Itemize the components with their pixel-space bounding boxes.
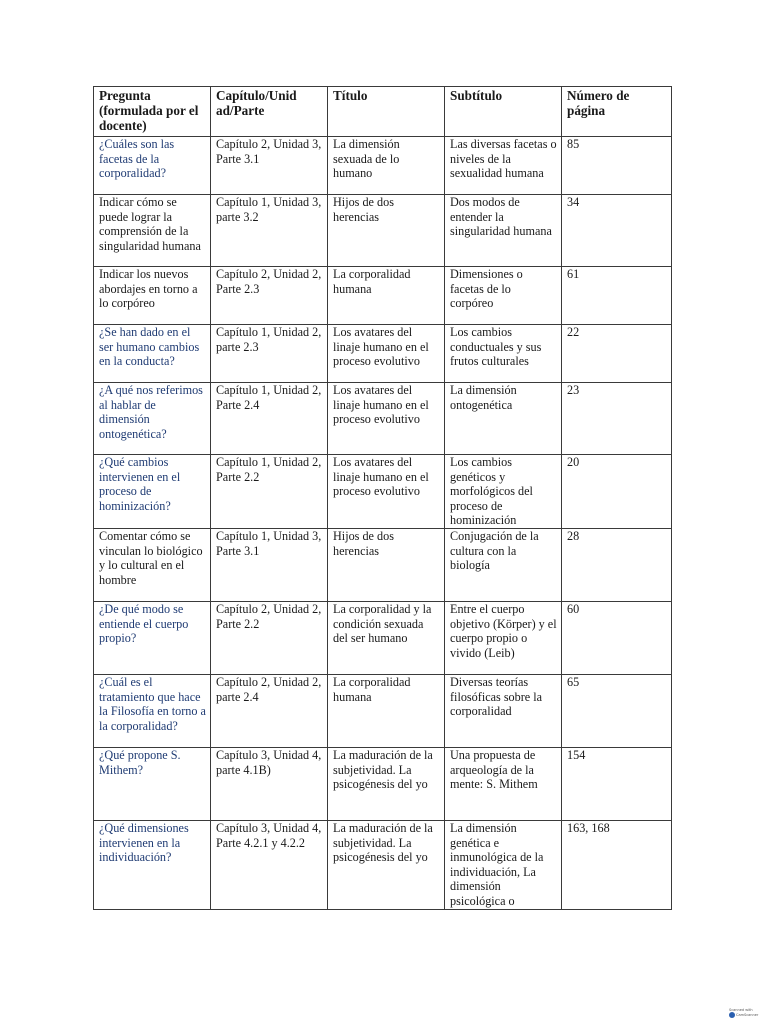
table-row bbox=[94, 455, 672, 529]
cell-capitulo: Capítulo 1, Unidad 2, Parte 2.2 bbox=[211, 455, 328, 529]
table-row bbox=[94, 747, 672, 820]
camscanner-logo-icon bbox=[729, 1012, 735, 1018]
table-row bbox=[94, 820, 672, 909]
cell-subtitulo: La dimensión genética e inmunológica de la individuación, La dimensión psicológica o bbox=[445, 820, 562, 909]
cell-pagina: 163, 168 bbox=[562, 820, 672, 909]
cell-pregunta: ¿Cuáles son las facetas de la corporalidad? bbox=[94, 137, 211, 195]
table-row bbox=[94, 383, 672, 455]
cell-pagina: 85 bbox=[562, 137, 672, 195]
cell-pregunta: ¿Cuál es el tratamiento que hace la Filosofía en torno a la corporalidad? bbox=[94, 674, 211, 747]
header-titulo: Título bbox=[328, 87, 445, 137]
cell-titulo: Los avatares del linaje humano en el proceso evolutivo bbox=[328, 325, 445, 383]
cell-titulo: La dimensión sexuada de lo humano bbox=[328, 137, 445, 195]
header-subtitulo: Subtítulo bbox=[445, 87, 562, 137]
cell-pregunta: ¿A qué nos referimos al hablar de dimensión ontogenética? bbox=[94, 383, 211, 455]
cell-pagina: 28 bbox=[562, 528, 672, 601]
cell-subtitulo: La dimensión ontogenética bbox=[445, 383, 562, 455]
cell-titulo: La corporalidad humana bbox=[328, 674, 445, 747]
cell-subtitulo: Conjugación de la cultura con la biología bbox=[445, 528, 562, 601]
table-row bbox=[94, 528, 672, 601]
cell-capitulo: Capítulo 1, Unidad 2, Parte 2.4 bbox=[211, 383, 328, 455]
cell-pregunta: Comentar cómo se vinculan lo biológico y lo cultural en el hombre bbox=[94, 528, 211, 601]
cell-pregunta: Indicar los nuevos abordajes en torno a lo corpóreo bbox=[94, 267, 211, 325]
content-table bbox=[93, 86, 672, 910]
cell-capitulo: Capítulo 1, Unidad 2, parte 2.3 bbox=[211, 325, 328, 383]
cell-subtitulo: Entre el cuerpo objetivo (Körper) y el cuerpo propio o vivido (Leib) bbox=[445, 601, 562, 674]
cell-subtitulo: Dimensiones o facetas de lo corpóreo bbox=[445, 267, 562, 325]
cell-pagina: 34 bbox=[562, 195, 672, 267]
cell-pagina: 23 bbox=[562, 383, 672, 455]
cell-pagina: 22 bbox=[562, 325, 672, 383]
cell-titulo: Los avatares del linaje humano en el proceso evolutivo bbox=[328, 383, 445, 455]
cell-pregunta: ¿Qué dimensiones intervienen en la individuación? bbox=[94, 820, 211, 909]
cell-pregunta: ¿De qué modo se entiende el cuerpo propio? bbox=[94, 601, 211, 674]
cell-capitulo: Capítulo 3, Unidad 4, Parte 4.2.1 y 4.2.2 bbox=[211, 820, 328, 909]
cell-capitulo: Capítulo 2, Unidad 3, Parte 3.1 bbox=[211, 137, 328, 195]
cell-subtitulo: Las diversas facetas o niveles de la sexualidad humana bbox=[445, 137, 562, 195]
table-row bbox=[94, 601, 672, 674]
header-capitulo: Capítulo/Unid ad/Parte bbox=[211, 87, 328, 137]
scanner-watermark bbox=[729, 1008, 763, 1020]
header-pregunta: Pregunta (formulada por el docente) bbox=[94, 87, 211, 137]
cell-subtitulo: Dos modos de entender la singularidad humana bbox=[445, 195, 562, 267]
cell-titulo: Hijos de dos herencias bbox=[328, 528, 445, 601]
cell-capitulo: Capítulo 3, Unidad 4, parte 4.1B) bbox=[211, 747, 328, 820]
cell-titulo: La corporalidad y la condición sexuada del ser humano bbox=[328, 601, 445, 674]
cell-capitulo: Capítulo 2, Unidad 2, parte 2.4 bbox=[211, 674, 328, 747]
cell-subtitulo: Diversas teorías filosóficas sobre la corporalidad bbox=[445, 674, 562, 747]
table-row bbox=[94, 267, 672, 325]
table-row bbox=[94, 674, 672, 747]
table-row bbox=[94, 137, 672, 195]
cell-pagina: 154 bbox=[562, 747, 672, 820]
watermark-line1: Scanned with bbox=[729, 1008, 753, 1012]
header-pagina: Número de página bbox=[562, 87, 672, 137]
watermark-line2: CamScanner bbox=[736, 1013, 759, 1017]
cell-pregunta: Indicar cómo se puede lograr la comprensión de la singularidad humana bbox=[94, 195, 211, 267]
cell-subtitulo: Los cambios conductuales y sus frutos culturales bbox=[445, 325, 562, 383]
cell-titulo: Hijos de dos herencias bbox=[328, 195, 445, 267]
cell-pagina: 20 bbox=[562, 455, 672, 529]
cell-titulo: La maduración de la subjetividad. La psicogénesis del yo bbox=[328, 747, 445, 820]
cell-pagina: 61 bbox=[562, 267, 672, 325]
cell-capitulo: Capítulo 2, Unidad 2, Parte 2.2 bbox=[211, 601, 328, 674]
cell-titulo: Los avatares del linaje humano en el proceso evolutivo bbox=[328, 455, 445, 529]
cell-capitulo: Capítulo 1, Unidad 3, parte 3.2 bbox=[211, 195, 328, 267]
cell-capitulo: Capítulo 1, Unidad 3, Parte 3.1 bbox=[211, 528, 328, 601]
cell-subtitulo: Los cambios genéticos y morfológicos del proceso de hominización bbox=[445, 455, 562, 529]
cell-titulo: La corporalidad humana bbox=[328, 267, 445, 325]
cell-pregunta: ¿Se han dado en el ser humano cambios en la conducta? bbox=[94, 325, 211, 383]
cell-pagina: 65 bbox=[562, 674, 672, 747]
cell-pregunta: ¿Qué cambios intervienen en el proceso de hominización? bbox=[94, 455, 211, 529]
table-row bbox=[94, 195, 672, 267]
cell-subtitulo: Una propuesta de arqueología de la mente: S. Mithem bbox=[445, 747, 562, 820]
cell-pregunta: ¿Qué propone S. Mithem? bbox=[94, 747, 211, 820]
table-row bbox=[94, 325, 672, 383]
cell-pagina: 60 bbox=[562, 601, 672, 674]
cell-titulo: La maduración de la subjetividad. La psicogénesis del yo bbox=[328, 820, 445, 909]
table-header-row bbox=[94, 87, 672, 137]
cell-capitulo: Capítulo 2, Unidad 2, Parte 2.3 bbox=[211, 267, 328, 325]
